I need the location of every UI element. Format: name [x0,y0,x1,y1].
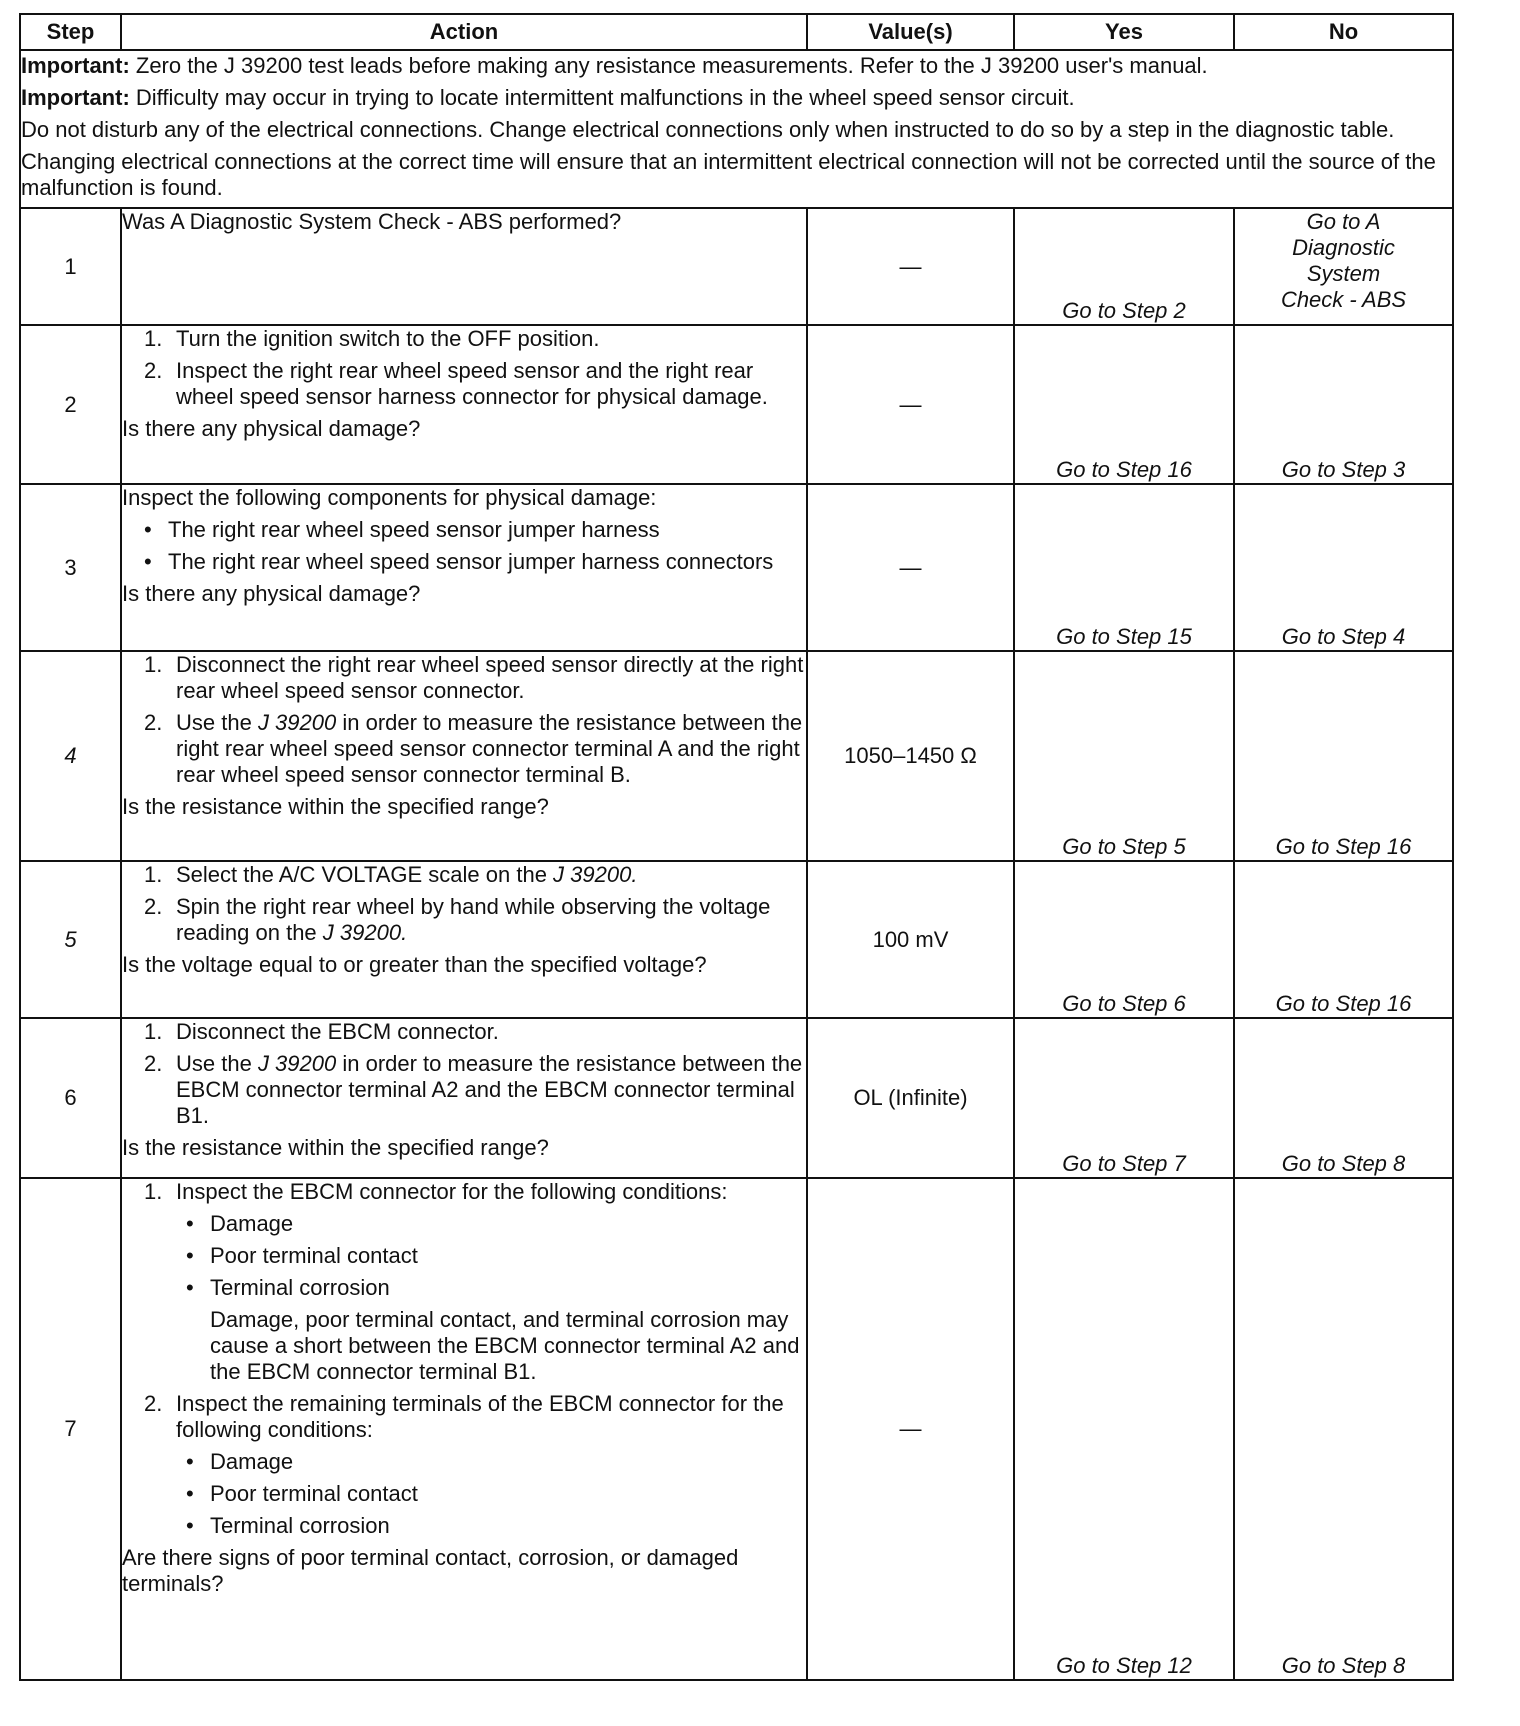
header-values: Value(s) [807,14,1014,50]
step-number: 2 [20,325,121,484]
list-item: 1. Inspect the EBCM connector for the following conditions: [144,1179,728,1204]
value-cell: 100 mV [807,861,1014,1018]
list-item: • The right rear wheel speed sensor jumper harness connectors [144,549,774,574]
action-cell [121,325,807,484]
action-cell [121,651,807,861]
note-1-label: Important: [21,53,130,78]
no-line: Go to A [1306,209,1381,234]
no-cell: Go to Step 4 [1234,484,1453,651]
note-1-text: Zero the J 39200 test leads before making any resistance measurements. Refer to the J 39200 user's manual. [129,53,1208,78]
list-item: • Damage [186,1449,294,1474]
no-line: System [1306,261,1381,286]
list-item: 1. Turn the ignition switch to the OFF position. [144,326,600,351]
diagnostic-table [19,13,1454,1681]
no-line: Diagnostic [1292,235,1395,260]
list-item: • The right rear wheel speed sensor jumper harness [144,517,660,542]
yes-cell: Go to Step 7 [1014,1018,1234,1178]
note-2-label: Important: [21,85,130,110]
yes-cell: Go to Step 12 [1014,1178,1234,1680]
value-cell: 1050–1450 Ω [807,651,1014,861]
question: Are there signs of poor terminal contact, corrosion, or damaged terminals? [122,1545,739,1596]
question: Is there any physical damage? [122,416,421,441]
yes-cell: Go to Step 2 [1014,208,1234,325]
header-step: Step [20,14,121,50]
action-cell [121,208,807,325]
note-3: Do not disturb any of the electrical connections. Change electrical connections only when instructed to do so by a step in the diagnostic table. [21,117,1395,142]
list-item: 2. Inspect the remaining terminals of the EBCM connector for the following conditions: [144,1391,784,1442]
intro: Inspect the following components for physical damage: [122,485,657,510]
table-row [20,484,1453,651]
table-row [20,861,1453,1018]
no-cell: Go to Step 3 [1234,325,1453,484]
list-item: 2. Inspect the right rear wheel speed sensor and the right rear wheel speed sensor harness connector for physical damage. [144,358,768,409]
list-item: 1. Disconnect the EBCM connector. [144,1019,499,1044]
step-number: 7 [20,1178,121,1680]
header-no: No [1234,14,1453,50]
action-cell [121,484,807,651]
action-cell [121,1018,807,1178]
no-cell [1234,208,1453,325]
value-cell: — [807,208,1014,325]
step-number: 6 [20,1018,121,1178]
yes-cell: Go to Step 6 [1014,861,1234,1018]
list-item: • Damage [186,1211,294,1236]
table-row [20,208,1453,325]
list-item: 2. Use the J 39200 in order to measure the resistance between the right rear wheel speed sensor connector terminal A and the right rear wheel speed sensor connector terminal B. [144,710,803,787]
table-row [20,1178,1453,1680]
no-line: Check - ABS [1280,287,1407,312]
action-cell [121,1178,807,1680]
question: Is the resistance within the specified range? [122,1135,549,1160]
list-item: 1. Select the A/C VOLTAGE scale on the J 39200. [144,862,638,887]
step-number: 1 [20,208,121,325]
value-cell: — [807,484,1014,651]
no-cell: Go to Step 16 [1234,861,1453,1018]
list-item: 2. Spin the right rear wheel by hand while observing the voltage reading on the J 39200. [144,894,771,945]
step-number: 4 [20,651,121,861]
notes-cell [20,50,1453,208]
question: Is there any physical damage? [122,581,421,606]
list-item: • Poor terminal contact [186,1243,418,1268]
header-action: Action [121,14,807,50]
note-4: Changing electrical connections at the correct time will ensure that an intermittent electrical connection will not be corrected until the source of the malfunction is found. [21,149,1436,200]
table-row [20,325,1453,484]
action-cell [121,861,807,1018]
question: Is the voltage equal to or greater than the specified voltage? [122,952,707,977]
list-item: 2. Use the J 39200 in order to measure the resistance between the EBCM connector terminal A2 and the EBCM connector terminal B1. [144,1051,803,1128]
value-cell: OL (Infinite) [807,1018,1014,1178]
header-row [20,14,1453,50]
list-item: 1. Disconnect the right rear wheel speed sensor directly at the right rear wheel speed sensor connector. [144,652,804,703]
list-item: • Poor terminal contact [186,1481,418,1506]
no-cell: Go to Step 8 [1234,1018,1453,1178]
value-cell: — [807,325,1014,484]
question: Was A Diagnostic System Check - ABS performed? [122,209,622,234]
question: Is the resistance within the specified range? [122,794,549,819]
yes-cell: Go to Step 15 [1014,484,1234,651]
list-item: • Terminal corrosion [186,1275,390,1300]
yes-cell: Go to Step 5 [1014,651,1234,861]
note-2 [21,85,1452,111]
table-row [20,1018,1453,1178]
table-row [20,651,1453,861]
note-2-text: Difficulty may occur in trying to locate intermittent malfunctions in the wheel speed sensor circuit. [129,85,1075,110]
note-1 [21,53,1452,79]
no-cell: Go to Step 8 [1234,1178,1453,1680]
yes-cell: Go to Step 16 [1014,325,1234,484]
no-cell: Go to Step 16 [1234,651,1453,861]
note-paragraph: Damage, poor terminal contact, and terminal corrosion may cause a short between the EBCM connector terminal A2 and the EBCM connector terminal B1. [210,1307,800,1384]
step-number: 3 [20,484,121,651]
list-item: • Terminal corrosion [186,1513,390,1538]
value-cell: — [807,1178,1014,1680]
notes-row [20,50,1453,208]
header-yes: Yes [1014,14,1234,50]
step-number: 5 [20,861,121,1018]
